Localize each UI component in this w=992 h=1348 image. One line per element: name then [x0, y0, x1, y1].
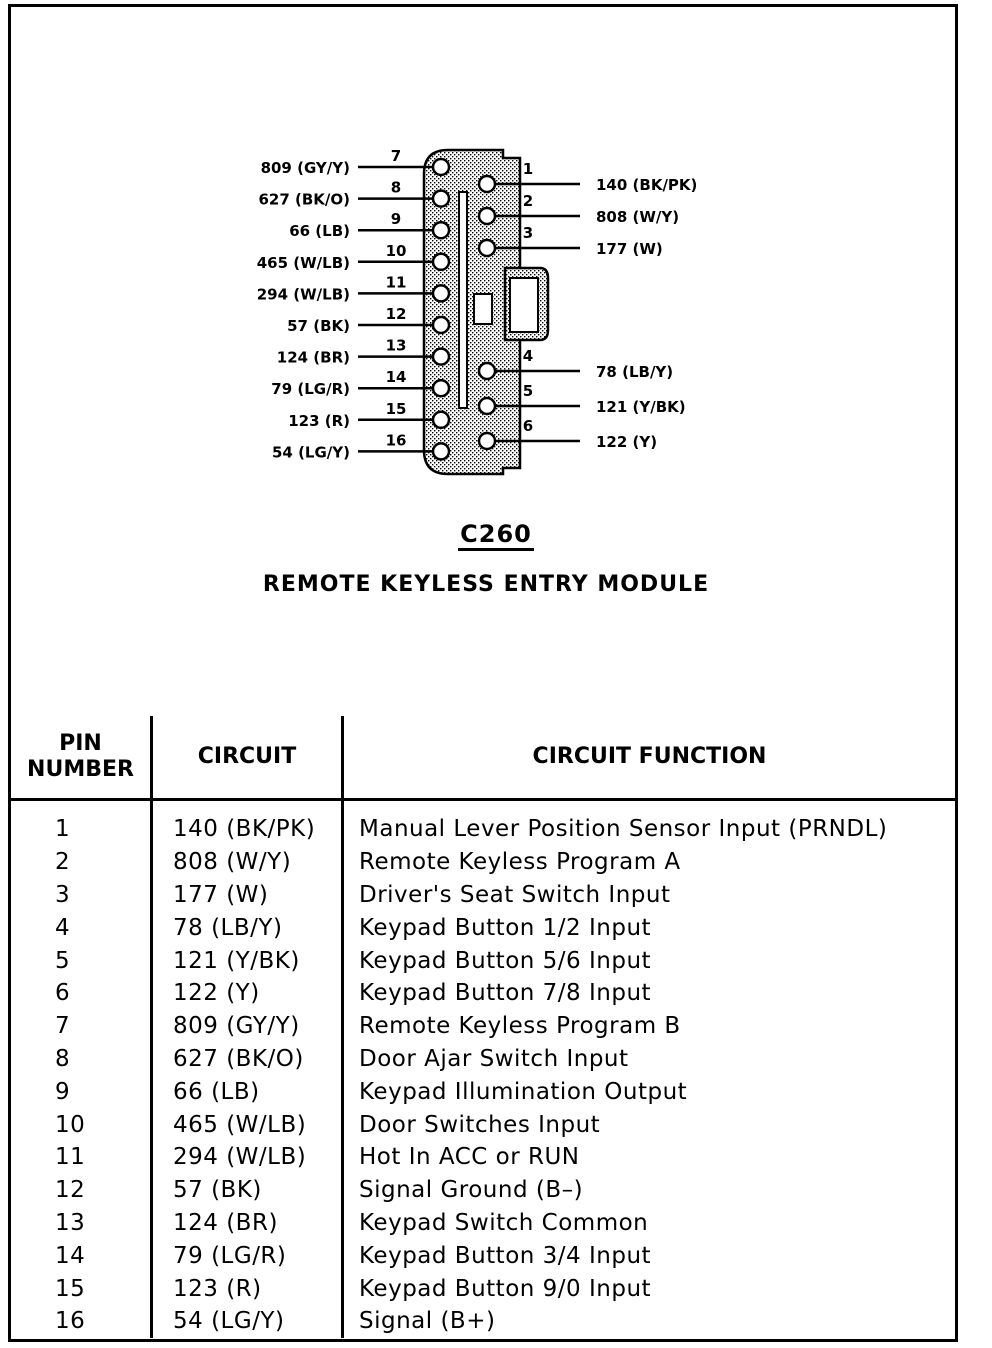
circuit-function-cell: Driver's Seat Switch Input	[359, 881, 671, 908]
pin-socket	[479, 240, 495, 256]
pin-socket	[433, 254, 449, 270]
table-row	[11, 977, 955, 1010]
circuit-function-cell: Door Ajar Switch Input	[359, 1045, 629, 1072]
circuit-cell: 79 (LG/R)	[152, 1239, 343, 1272]
pin-number-label: 3	[522, 224, 534, 242]
circuit-function-cell: Keypad Button 9/0 Input	[359, 1275, 652, 1302]
pin-number-label: 8	[390, 178, 402, 197]
pin-socket	[433, 222, 449, 238]
pin-socket	[433, 285, 449, 301]
pin-number-label: 4	[522, 347, 534, 365]
header-circuit-function: CIRCUIT FUNCTION	[343, 716, 956, 800]
circuit-cell: 140 (BK/PK)	[152, 800, 343, 846]
pin-socket	[479, 208, 495, 224]
pin-number-cell: 4	[11, 911, 152, 944]
pin-circuit-label: 66 (LB)	[289, 222, 350, 241]
circuit-function-cell: Door Switches Input	[359, 1111, 601, 1138]
pin-circuit-label: 79 (LG/R)	[271, 380, 350, 399]
pin-circuit-label: 78 (LB/Y)	[596, 363, 674, 381]
left-pin-7	[261, 147, 449, 177]
table-row	[11, 911, 955, 944]
pin-number-cell: 12	[11, 1174, 152, 1207]
pin-circuit-label: 177 (W)	[596, 240, 663, 258]
pin-number-cell: 5	[11, 944, 152, 977]
pin-circuit-label: 122 (Y)	[596, 433, 658, 451]
pin-socket	[433, 412, 449, 428]
pin-number-label: 16	[385, 431, 407, 450]
table-row	[11, 1305, 955, 1338]
pin-number-cell: 9	[11, 1075, 152, 1108]
pin-socket	[479, 363, 495, 379]
connector-rail	[459, 192, 467, 408]
table-row	[11, 1272, 955, 1305]
table-row	[11, 1239, 955, 1272]
left-pin-16	[272, 431, 449, 461]
pin-socket	[433, 159, 449, 175]
table-row	[11, 1075, 955, 1108]
circuit-cell: 121 (Y/BK)	[152, 944, 343, 977]
table-row	[11, 1174, 955, 1207]
pin-socket	[433, 443, 449, 459]
table-header-row	[11, 716, 955, 800]
pin-number-label: 15	[385, 399, 407, 418]
circuit-function-cell: Keypad Button 5/6 Input	[359, 947, 652, 974]
table-row	[11, 800, 955, 846]
circuit-cell: 627 (BK/O)	[152, 1043, 343, 1076]
table-row	[11, 846, 955, 879]
pin-number-label: 1	[522, 160, 534, 178]
circuit-function-cell: Keypad Switch Common	[359, 1209, 649, 1236]
pin-table	[11, 716, 955, 1338]
pin-socket	[433, 191, 449, 207]
pin-circuit-label: 808 (W/Y)	[596, 208, 680, 226]
pin-number-cell: 6	[11, 977, 152, 1010]
pin-circuit-label: 57 (BK)	[287, 317, 350, 335]
circuit-function-cell: Keypad Illumination Output	[359, 1078, 688, 1105]
pin-number-label: 12	[385, 305, 407, 323]
pin-number-cell: 16	[11, 1305, 152, 1338]
pin-socket	[433, 349, 449, 365]
circuit-function-cell: Signal Ground (B–)	[359, 1177, 584, 1204]
table-row	[11, 1043, 955, 1076]
circuit-cell: 54 (LG/Y)	[152, 1305, 343, 1338]
circuit-cell: 177 (W)	[152, 879, 343, 912]
pin-circuit-label: 54 (LG/Y)	[271, 443, 350, 462]
pin-number-cell: 14	[11, 1239, 152, 1272]
pin-circuit-label: 121 (Y/BK)	[596, 398, 686, 416]
table-row	[11, 1010, 955, 1043]
circuit-cell: 294 (W/LB)	[152, 1141, 343, 1174]
pin-number-label: 7	[390, 147, 402, 165]
pin-circuit-label: 627 (BK/O)	[258, 190, 350, 209]
module-title: REMOTE KEYLESS ENTRY MODULE	[262, 572, 710, 597]
circuit-function-cell: Remote Keyless Program A	[359, 849, 681, 876]
circuit-cell: 124 (BR)	[152, 1207, 343, 1240]
pin-number-label: 2	[522, 192, 534, 210]
pin-socket	[433, 380, 449, 396]
pin-circuit-label: 124 (BR)	[276, 348, 350, 367]
pin-number-label: 5	[522, 382, 534, 400]
table-row	[11, 879, 955, 912]
pin-number-label: 13	[385, 336, 407, 355]
pin-circuit-label: 123 (R)	[288, 411, 350, 430]
circuit-function-cell: Manual Lever Position Sensor Input (PRNDL)	[359, 816, 888, 843]
pin-circuit-label: 809 (GY/Y)	[260, 159, 350, 177]
circuit-function-cell: Keypad Button 3/4 Input	[359, 1242, 652, 1269]
left-pin-10	[257, 242, 449, 272]
pin-circuit-label: 140 (BK/PK)	[596, 176, 698, 194]
circuit-function-cell: Keypad Button 1/2 Input	[359, 914, 652, 941]
circuit-cell: 122 (Y)	[152, 977, 343, 1010]
pin-socket	[479, 433, 495, 449]
pin-number-cell: 8	[11, 1043, 152, 1076]
pin-number-label: 10	[385, 241, 407, 260]
pin-number-cell: 11	[11, 1141, 152, 1174]
table-row	[11, 1207, 955, 1240]
pin-number-cell: 7	[11, 1010, 152, 1043]
pin-number-label: 9	[390, 210, 402, 229]
header-circuit: CIRCUIT	[152, 716, 343, 800]
circuit-function-cell: Keypad Button 7/8 Input	[359, 980, 652, 1007]
pin-circuit-label: 465 (W/LB)	[256, 253, 350, 272]
circuit-cell: 809 (GY/Y)	[152, 1010, 343, 1043]
circuit-cell: 66 (LB)	[152, 1075, 343, 1108]
pin-number-cell: 10	[11, 1108, 152, 1141]
circuit-cell: 123 (R)	[152, 1272, 343, 1305]
connector-latch-window	[510, 278, 538, 332]
pin-number-cell: 3	[11, 879, 152, 912]
table-row	[11, 944, 955, 977]
pin-number-cell: 2	[11, 846, 152, 879]
left-pin-group	[257, 147, 449, 461]
circuit-cell: 57 (BK)	[152, 1174, 343, 1207]
header-pin-number: PIN NUMBER	[11, 716, 152, 800]
table-row	[11, 1108, 955, 1141]
pin-socket	[479, 398, 495, 414]
circuit-function-cell: Signal (B+)	[359, 1308, 496, 1335]
connector-key	[474, 294, 492, 324]
pin-number-label: 11	[385, 273, 407, 292]
circuit-cell: 465 (W/LB)	[152, 1108, 343, 1141]
circuit-function-cell: Remote Keyless Program B	[359, 1013, 681, 1040]
table-row	[11, 1141, 955, 1174]
left-pin-14	[271, 368, 449, 398]
connector-id: C260	[0, 520, 992, 548]
circuit-function-cell: Hot In ACC or RUN	[359, 1144, 580, 1171]
pin-number-cell: 15	[11, 1272, 152, 1305]
pin-number-label: 6	[522, 417, 534, 435]
left-pin-11	[257, 273, 449, 303]
pin-socket	[433, 317, 449, 333]
circuit-cell: 808 (W/Y)	[152, 846, 343, 879]
left-pin-8	[258, 179, 449, 209]
pin-number-cell: 13	[11, 1207, 152, 1240]
pin-number-cell: 1	[11, 800, 152, 846]
pin-circuit-label: 294 (W/LB)	[256, 285, 350, 304]
pin-socket	[479, 176, 495, 192]
circuit-cell: 78 (LB/Y)	[152, 911, 343, 944]
pin-number-label: 14	[385, 368, 407, 387]
